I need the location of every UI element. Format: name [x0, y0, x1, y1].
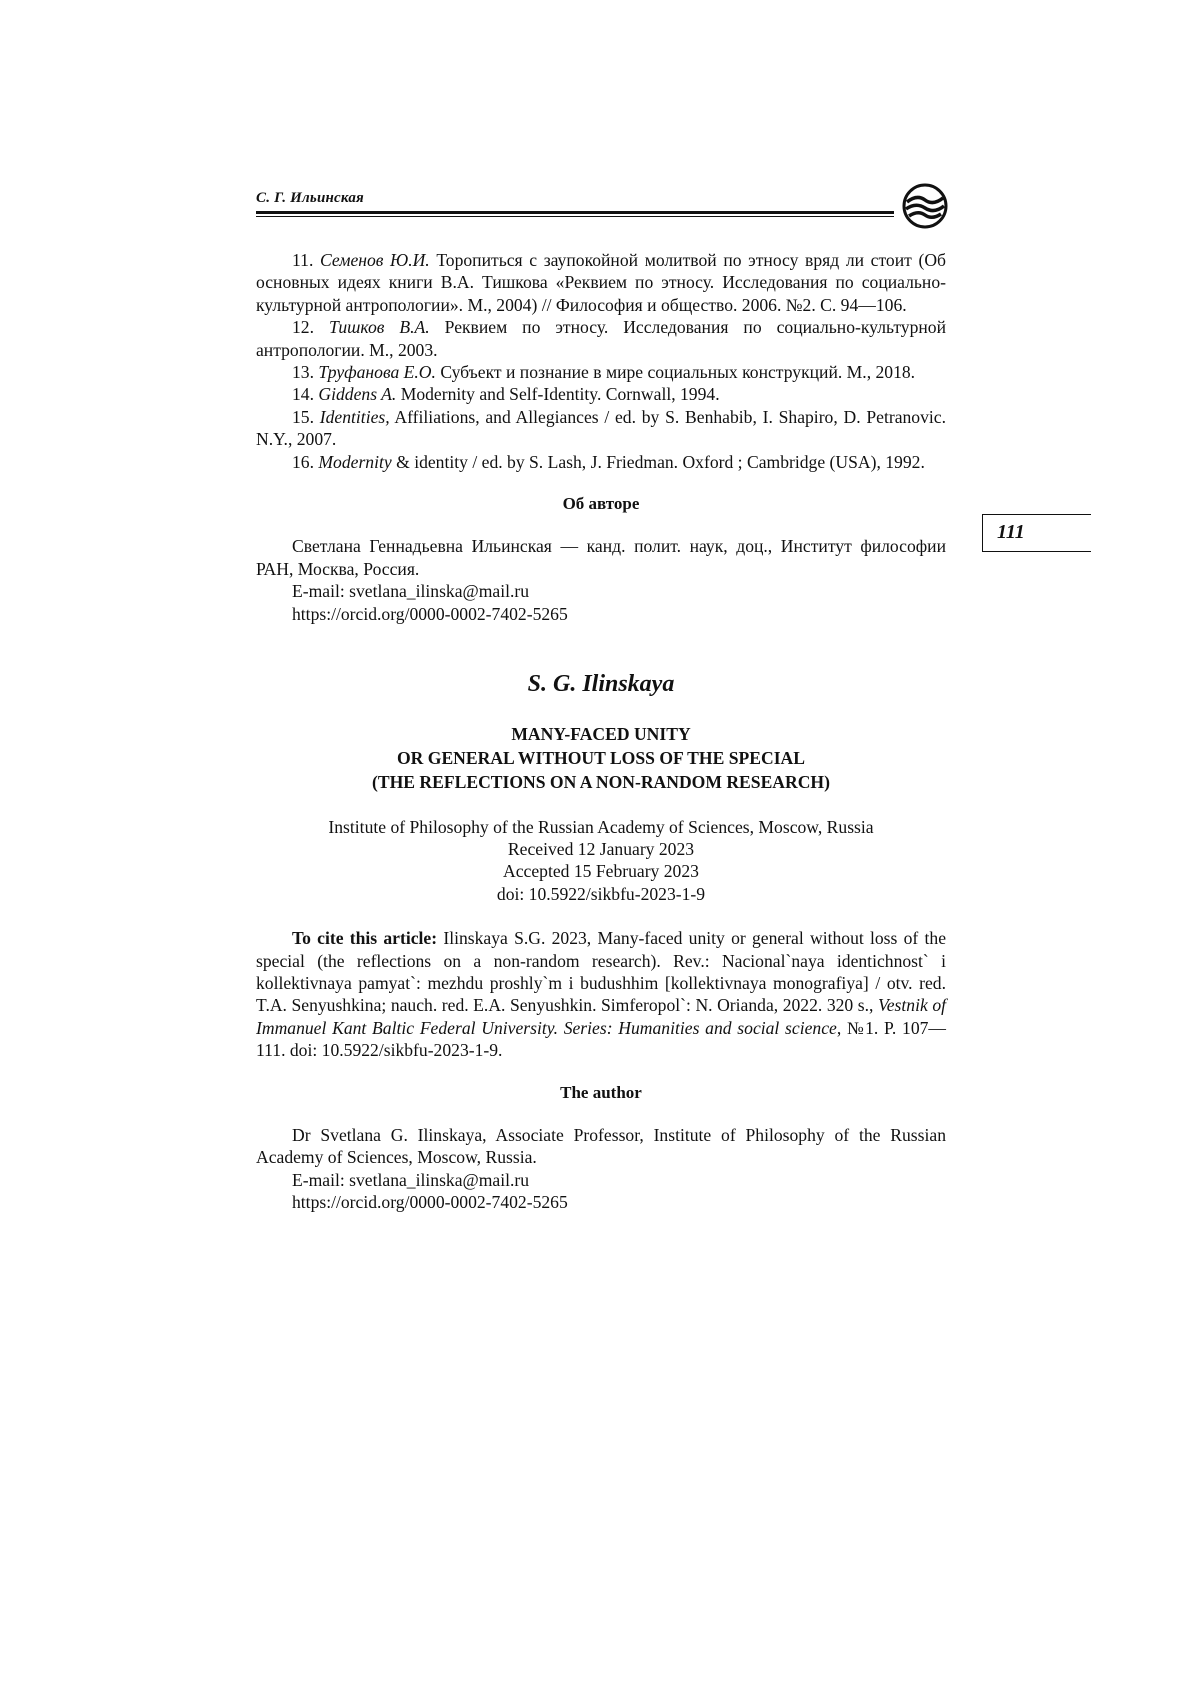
citation-text: Ilinskaya S.G. 2023, Many-faced unity or general without loss of the special (the reflections on a non-random research). Rev.: Nacional`naya identichnost` i kollektivnaya pamyat`: mezhdu proshly`m i budushhim [kollektivnaya monografiya] / otv. red. T.A. Senyushkina; nauch. red. E.A. Senyushkin. Simferopol`: N. Orianda, 2022. 320 s., [256, 928, 947, 1016]
english-author-name: S. G. Ilinskaya [527, 671, 675, 698]
header-rule-thin [256, 216, 894, 217]
page-number-tab [982, 514, 1091, 552]
english-title-line: OR GENERAL WITHOUT LOSS OF THE SPECIAL [396, 747, 806, 768]
citation-journal: Vestnik of Immanuel Kant Baltic Federal University. Series: Humanities and social science [256, 995, 947, 1038]
accepted-date: Accepted 15 February 2023 [503, 861, 699, 882]
page-number: 111 [997, 521, 1025, 543]
citation-label: To cite this article: [292, 928, 438, 949]
reference-item: 13. Труфанова Е.О. Субъект и познание в мире социальных конструкций. М., 2018. [292, 362, 916, 383]
reference-item: 12. Тишков В.А. Реквием по этносу. Исследования по социально-культурной антропологии. М., 2003. [256, 317, 946, 360]
header-author: С. Г. Ильинская [256, 190, 364, 206]
reference-item: 11. Семенов Ю.И. Торопиться с заупокойной молитвой по этносу вряд ли стоит (Об основных идеях книги В.А. Тишкова «Реквием по этносу. Исследования по социально-культурной антропологии». М., 2004) // Философия и общество. 2006. №2. С. 94—106. [256, 250, 946, 315]
reference-item: 15. Identities, Affiliations, and Allegiances / ed. by S. Benhabib, I. Shapiro, D. Petranovic. N.Y., 2007. [256, 406, 946, 450]
about-author-heading-en: The author [560, 1082, 642, 1102]
reference-item: 14. Giddens A. Modernity and Self-Identity. Cornwall, 1994. [292, 384, 720, 405]
reference-item: 16. Modernity & identity / ed. by S. Lash, J. Friedman. Oxford ; Cambridge (USA), 1992. [292, 451, 925, 472]
author-bio-en: Dr Svetlana G. Ilinskaya, Associate Professor, Institute of Philosophy of the Russian Academy of Sciences, Moscow, Russia. [256, 1124, 946, 1168]
author-orcid-en[interactable]: https://orcid.org/0000-0002-7402-5265 [292, 1192, 568, 1213]
citation-paragraph [256, 927, 946, 1061]
author-orcid-ru[interactable]: https://orcid.org/0000-0002-7402-5265 [292, 603, 568, 624]
author-email-ru: E-mail: svetlana_ilinska@mail.ru [292, 581, 530, 602]
about-author-heading-ru: Об авторе [562, 494, 640, 514]
author-bio-ru: Светлана Геннадьевна Ильинская — канд. полит. наук, доц., Институт философии РАН, Москва, Россия. [256, 536, 946, 579]
header-rule [256, 211, 894, 214]
author-email-en: E-mail: svetlana_ilinska@mail.ru [292, 1169, 530, 1190]
english-title-line: MANY-FACED UNITY [511, 723, 691, 744]
english-title-line: (THE REFLECTIONS ON A NON-RANDOM RESEARCH) [372, 771, 830, 792]
affiliation: Institute of Philosophy of the Russian Academy of Sciences, Moscow, Russia [328, 816, 874, 837]
journal-logo-icon [901, 182, 949, 230]
reference-list [256, 249, 946, 473]
page-content [256, 249, 946, 1214]
english-title [256, 722, 946, 794]
received-date: Received 12 January 2023 [507, 838, 695, 859]
doi[interactable]: doi: 10.5922/sikbfu-2023-1-9 [496, 883, 706, 904]
citation-text-end: , №1. P. 107—111. doi: 10.5922/sikbfu-2023-1-9. [256, 1017, 947, 1061]
running-header [256, 190, 946, 207]
